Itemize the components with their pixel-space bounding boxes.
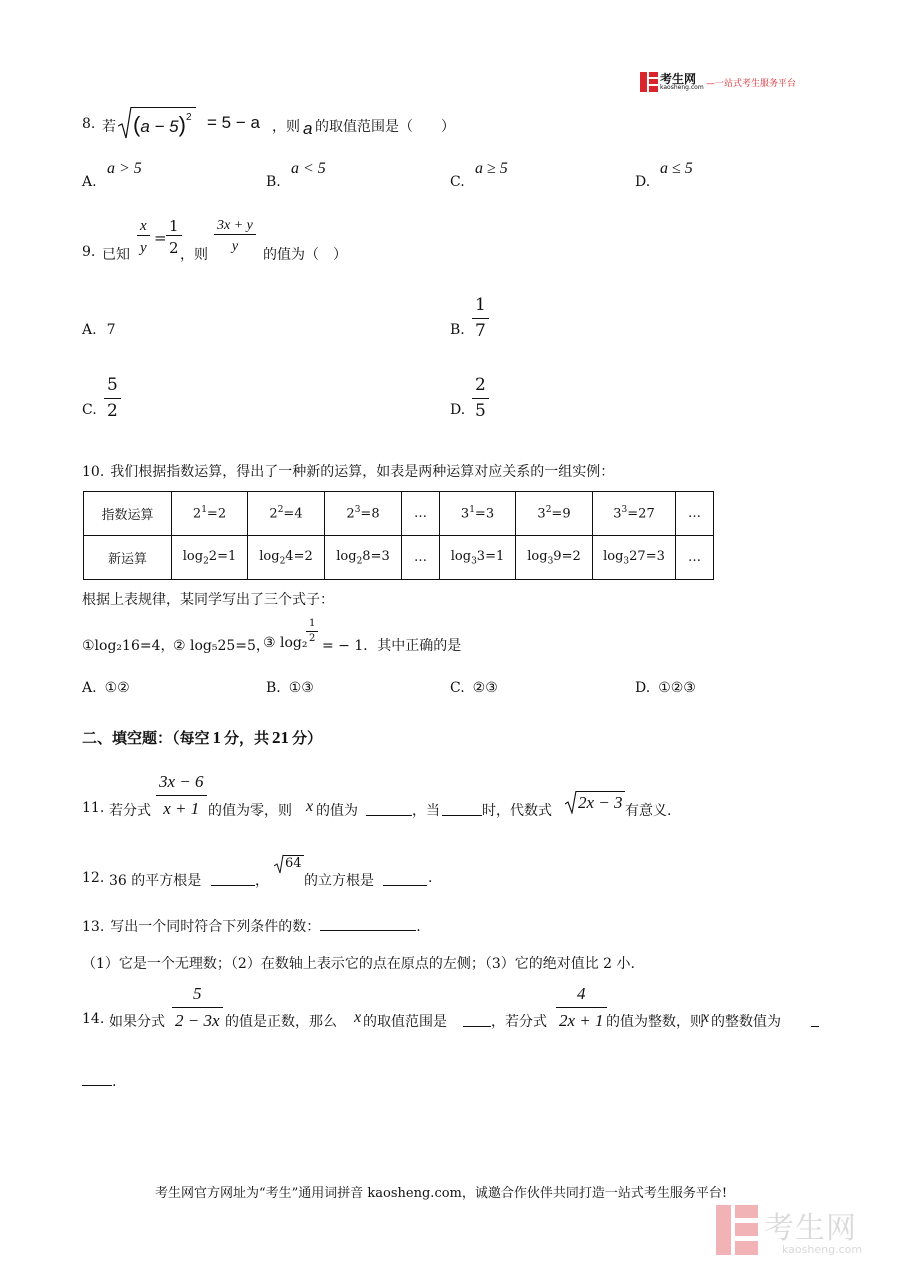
q14-blank-continued: . (82, 1071, 116, 1090)
q13-conditions: （1）它是一个无理数；（2）在数轴上表示它的点在原点的左侧；（3）它的绝对值比 2 小. (82, 956, 635, 972)
q10-option-b[interactable]: B. ①③ (266, 680, 314, 696)
q8-radicand: $(a - 5)^2$ (131, 107, 196, 138)
q12-blank-2[interactable] (383, 871, 427, 886)
q11-blank-1[interactable] (366, 801, 412, 816)
table-cell: $3^2=9$ (516, 492, 593, 536)
table-cell: $2^2=4$ (248, 492, 325, 536)
q10-after-table: 根据上表规律，某同学写出了三个式子： (82, 592, 334, 608)
q14-blank-1[interactable] (463, 1012, 491, 1027)
q8-mid: ，则 (272, 119, 300, 135)
operation-table (83, 491, 714, 580)
q12-blank-1[interactable] (211, 871, 255, 886)
q9-fraction-x-over-y: $\frac{x}{y}$ (137, 218, 150, 258)
table-cell: $3^1=3$ (440, 492, 516, 536)
table-cell: … (402, 536, 440, 580)
question-13: 13. 写出一个同时符合下列条件的数： . (82, 916, 421, 936)
table-cell: $2^1=2$ (172, 492, 248, 536)
q8-lead: 若 (102, 119, 116, 135)
q14-blank-2-cont[interactable] (82, 1071, 112, 1086)
logo-main-text: 考生网 (660, 72, 697, 86)
table-cell: … (402, 492, 440, 536)
table-cell: $\log_33=1$ (440, 536, 516, 580)
kaosheng-logo-icon (640, 72, 658, 92)
table-cell: $\log_22=1$ (172, 536, 248, 580)
watermark-main-text: 考生网 (764, 1211, 857, 1246)
table-cell: … (676, 536, 714, 580)
footer-text: 考生网官方网址为“考生”通用词拼音 kaosheng.com，诚邀合作伙伴共同打造一站式考生服务平台! (155, 1186, 728, 1201)
table-cell: $\log_28=3$ (325, 536, 402, 580)
q8-tail: 的取值范围是（ ） (315, 119, 455, 135)
q8-var: a (303, 119, 313, 138)
table-cell: $3^3=27$ (593, 492, 676, 536)
q9-fraction-3x-plus-y: $\frac{3x + y}{y}$ (214, 218, 256, 255)
table-cell: 指数运算 (84, 492, 172, 536)
kaosheng-watermark-icon (716, 1205, 758, 1255)
footer-watermark (716, 1203, 886, 1259)
q11-fraction: $\frac{3x - 6}{x + 1}$ (156, 772, 207, 818)
table-cell: $\log_39=2$ (516, 536, 593, 580)
logo-sub-text: kaosheng.com (660, 84, 704, 91)
table-cell: 新运算 (84, 536, 172, 580)
q9-option-a[interactable]: A. 7 (82, 322, 116, 338)
logo-slogan: —一站式考生服务平台 (706, 79, 797, 89)
q8-rhs: = 5 − a (207, 113, 260, 132)
q10-option-c[interactable]: C. ②③ (450, 680, 498, 696)
header-logo (640, 70, 810, 94)
q10-option-a[interactable]: A. ①② (82, 680, 130, 696)
q8-number: 8. (82, 116, 96, 132)
q11-blank-2[interactable] (442, 801, 482, 816)
watermark-sub-text: kaosheng.com (782, 1243, 863, 1256)
table-cell: $\log_327=3$ (593, 536, 676, 580)
table-row-exponent (84, 492, 714, 536)
table-cell: … (676, 492, 714, 536)
q9-fraction-one-half: $\frac{1}{2}$ (166, 218, 182, 258)
question-10: 10. 我们根据指数运算，得出了一种新的运算，如表是两种运算对应关系的一组实例： (82, 464, 615, 480)
table-row-new-op (84, 536, 714, 580)
table-cell: $\log_24=2$ (248, 536, 325, 580)
section-2-title: 二、填空题：（每空 1 分，共 21 分） (82, 728, 323, 747)
q14-fraction-1: $\frac{5}{2 - 3x}$ (172, 984, 223, 1030)
table-cell: $2^3=8$ (325, 492, 402, 536)
q8-sqrt-sign-icon (118, 106, 132, 140)
q10-option-d[interactable]: D. ①②③ (635, 680, 696, 696)
q13-blank[interactable] (320, 916, 416, 931)
q14-fraction-2: $\frac{4}{2x + 1}$ (556, 984, 607, 1030)
q14-blank-2[interactable] (811, 1012, 819, 1027)
